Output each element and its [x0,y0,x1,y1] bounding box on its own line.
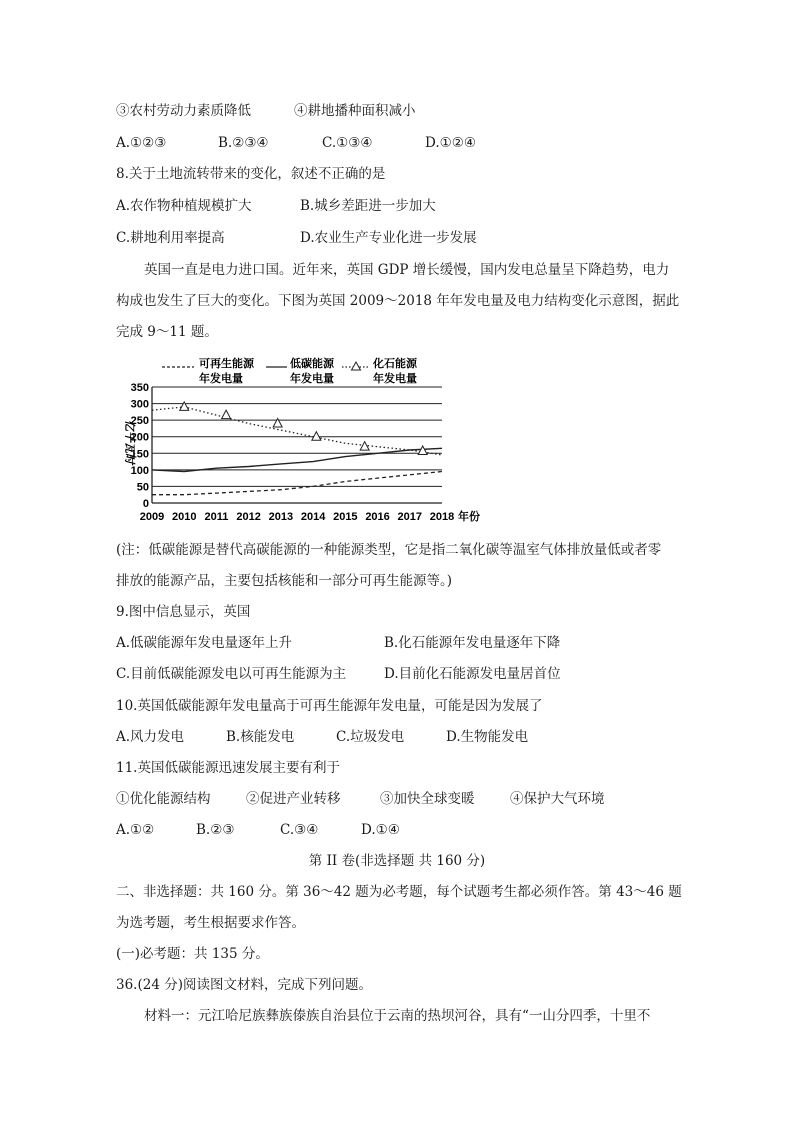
chart-legend [162,356,418,385]
q10-option-a: A.风力发电 [116,729,185,745]
power-generation-chart [110,354,510,526]
q9-option-b: B.化石能源年发电量逐年下降 [384,635,561,651]
series-line-renewable [152,472,442,495]
series-line-low-carbon [152,448,442,471]
required-questions-heading: (一)必考题：共 135 分。 [116,946,269,962]
y-axis-label: 亿千瓦时 [123,420,135,464]
chart-series [152,402,442,495]
q7-option-c: C.①③④ [322,135,373,151]
intro-line-3: 完成 9～11 题。 [116,324,218,340]
q9-stem: 9.图中信息显示，英国 [116,604,251,620]
x-tick-2011: 2011 [204,511,229,523]
fossil-triangle-marker-6 [418,446,427,455]
intro-line-2: 构成也发生了巨大的变化。下图为英国 2009～2018 年年发电量及电力结构变化示意图，据此 [116,293,680,309]
q36-stem: 36.(24 分)阅读图文材料，完成下列问题。 [116,977,372,993]
y-tick-200: 200 [130,431,149,444]
q11-item-2: ②促进产业转移 [246,791,341,807]
q11-item-4: ④保护大气环境 [510,791,605,807]
q11-stem: 11.英国低碳能源迅速发展主要有利于 [116,760,340,776]
q8-stem: 8.关于土地流转带来的变化，叙述不正确的是 [116,166,386,182]
legend-triangle-marker [352,362,361,370]
section-2-desc-2: 为选考题，考生根据要求作答。 [116,915,305,931]
note-line-2: 排放的能源产品，主要包括核能和一部分可再生能源等。) [116,573,453,589]
q8-option-b: B.城乡差距进一步加大 [300,198,436,214]
q7-item-3: ③农村劳动力素质降低 [116,103,251,119]
x-tick-2018: 2018 [429,511,455,523]
q8-option-d: D.农业生产专业化进一步发展 [300,230,477,246]
q10-option-d: D.生物能发电 [446,729,529,745]
q7-option-b: B.②③④ [218,135,269,151]
q9-option-d: D.目前化石能源发电量居首位 [384,666,561,682]
q11-option-b: B.②③ [196,822,235,838]
y-tick-0: 0 [142,498,149,510]
q7-option-d: D.①②④ [425,135,476,151]
q36-material-1: 材料一：元江哈尼族彝族傣族自治县位于云南的热坝河谷，具有“一山分四季，十里不 [144,1008,651,1024]
x-tick-2012: 2012 [236,511,261,523]
y-tick-250: 250 [130,415,149,428]
x-tick-2014: 2014 [300,511,326,523]
q8-option-c: C.耕地利用率提高 [116,230,225,246]
x-tick-2016: 2016 [365,511,390,523]
q10-option-c: C.垃圾发电 [336,729,405,745]
q11-item-3: ③加快全球变暖 [380,791,475,807]
chart-grid [152,387,442,503]
q10-stem: 10.英国低碳能源年发电量高于可再生能源年发电量，可能是因为发展了 [116,698,543,714]
q11-option-c: C.③④ [280,822,319,838]
note-line-1: (注：低碳能源是替代高碳能源的一种能源类型，它是指二氧化碳等温室气体排放量低或者零 [116,542,662,558]
y-tick-150: 150 [130,448,149,461]
q7-item-4: ④耕地播种面积减小 [294,103,416,119]
fossil-triangle-marker-4 [312,432,321,441]
intro-line-1: 英国一直是电力进口国。近年来，英国 GDP 增长缓慢，国内发电总量呈下降趋势，电力 [144,262,670,278]
legend-lowcarbon-line2: 年发电量 [290,373,334,385]
x-tick-labels [140,511,454,523]
legend-renewable-line1: 可再生能源 [199,358,254,370]
q11-item-1: ①优化能源结构 [116,791,211,807]
q8-option-a: A.农作物种植规模扩大 [116,198,252,214]
legend-fossil-line1: 化石能源 [373,358,417,370]
section-2-desc-1: 二、非选择题：共 160 分。第 36～42 题为必考题，每个试题考生都必须作答。第 43～46 题 [116,884,682,900]
x-tick-2009: 2009 [139,511,165,523]
section-2-title: 第 II 卷(非选择题 共 160 分) [308,853,486,869]
q11-option-d: D.①④ [361,822,400,838]
legend-fossil-line2: 年发电量 [373,373,417,385]
q11-option-a: A.①② [116,822,155,838]
q10-option-b: B.核能发电 [226,729,295,745]
y-tick-350: 350 [130,382,149,394]
q9-option-c: C.目前低碳能源发电以可再生能源为主 [116,666,347,682]
fossil-triangle-marker-2 [222,410,231,419]
x-axis-label: 年份 [458,511,480,523]
q7-option-a: A.①②③ [116,135,167,151]
y-tick-300: 300 [130,398,149,411]
legend-lowcarbon-line1: 低碳能源 [290,358,334,370]
x-tick-2017: 2017 [397,511,423,523]
series-line-fossil [152,407,442,455]
x-tick-2013: 2013 [268,511,294,523]
x-tick-2010: 2010 [171,511,197,523]
y-tick-50: 50 [136,481,149,494]
legend-renewable-line2: 年发电量 [199,373,243,385]
x-tick-2015: 2015 [333,511,358,523]
q9-option-a: A.低碳能源年发电量逐年上升 [116,635,293,651]
y-tick-100: 100 [130,464,149,477]
